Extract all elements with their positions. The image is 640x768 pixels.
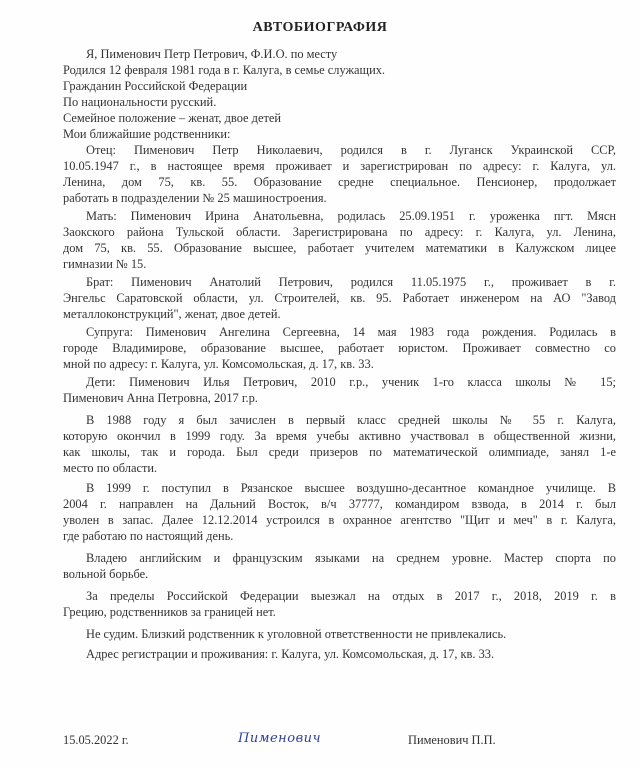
document-date: 15.05.2022 г. [63,733,129,747]
spouse-line-3: мной по адресу: г. Калуга, ул. Комсомольская, д. 17, кв. 33. [63,357,374,371]
document-title: АВТОБИОГРАФИЯ [252,20,388,35]
career-line-1: В 1999 г. поступил в Рязанское высшее воздушно-десантное командное училище. В [86,481,616,495]
career-line-3: уволен в запас. Далее 12.12.2014 устроился в охранное агентство "Щит и меч" в г. Калуга, [63,513,616,527]
school-line-3: как школы, так и города. Был среди призеров по математической олимпиаде, занял 1-е [63,445,616,459]
travel-line-1: За пределы Российской Федерации выезжал на отдых в 2017 г., 2018, 2019 г. в [86,589,616,603]
mother-line-2: Заокского района Тульской области. Зарегистрирована по адресу: г. Калуга, ул. Ленина, [63,225,616,239]
criminal-record-line: Не судим. Близкий родственник к уголовной ответственности не привлекались. [86,627,507,641]
signatory-name: Пименович П.П. [408,733,496,747]
career-line-4: где работаю по настоящий день. [63,529,234,543]
brother-line-3: металлоконструкций", женат, двое детей. [63,307,281,321]
languages-line-2: вольной борьбе. [63,567,149,581]
address-line: Адрес регистрации и проживания: г. Калуга, ул. Комсомольская, д. 17, кв. 33. [86,647,495,661]
spouse-line-1: Супруга: Пименович Ангелина Сергеевна, 14 мая 1983 года рождения. Родилась в [86,325,616,339]
children-line-1: Дети: Пименович Илья Петрович, 2010 г.р., ученик 1-го класса школы № 15; [86,375,616,389]
languages-line-1: Владею английским и французским языками на среднем уровне. Мастер спорта по [86,551,616,565]
mother-line-1: Мать: Пименович Ирина Анатольевна, родилась 25.09.1951 г. уроженка пгт. Мясн [86,209,616,223]
school-line-4: место по области. [63,461,158,475]
marital-status-line: Семейное положение – женат, двое детей [63,111,281,125]
intro-line: Я, Пименович Петр Петрович, Ф.И.О. по месту [86,47,338,61]
brother-line-1: Брат: Пименович Анатолий Петрович, родился 11.05.1975 г., проживает в г. [86,275,616,289]
relatives-heading: Мои ближайшие родственники: [63,127,231,141]
birth-line: Родился 12 февраля 1981 года в г. Калуга, в семье служащих. [63,63,385,77]
career-line-2: 2004 г. направлен на Дальний Восток, в/ч 37777, командиром взвода, в 2014 г. был [63,497,616,511]
spouse-line-2: городе Владимирове, образование высшее, работает юристом. Проживает совместно со [63,341,616,355]
father-line-1: Отец: Пименович Петр Николаевич, родился в г. Луганск Украинской ССР, [86,143,616,157]
father-line-4: работать в подразделении № 25 машиностроения. [63,191,327,205]
travel-line-2: Грецию, родственников за границей нет. [63,605,276,619]
mother-line-3: дом 75, кв. 55. Образование высшее, работает учителем математики в Калужском лицее [63,241,616,255]
father-line-2: 10.05.1947 г., в настоящее время проживает и зарегистрирован по адресу: г. Калуга, ул. [63,159,616,173]
school-line-2: которую окончил в 1999 году. За время учебы активно участвовал в общественной жизни, [63,429,616,443]
nationality-line: По национальности русский. [63,95,217,109]
mother-line-4: гимназии № 15. [63,257,147,271]
citizenship-line: Гражданин Российской Федерации [63,79,248,93]
brother-line-2: Энгельс Саратовской области, ул. Строителей, кв. 95. Работает инженером на АО "Завод [63,291,616,305]
handwritten-signature: Пименович [238,731,322,746]
children-line-2: Пименович Анна Петровна, 2017 г.р. [63,391,258,405]
school-line-1: В 1988 году я был зачислен в первый класс средней школы № 55 г. Калуга, [86,413,616,427]
father-line-3: Ленина, дом 75, кв. 55. Образование средне специальное. Пенсионер, продолжает [63,175,616,189]
